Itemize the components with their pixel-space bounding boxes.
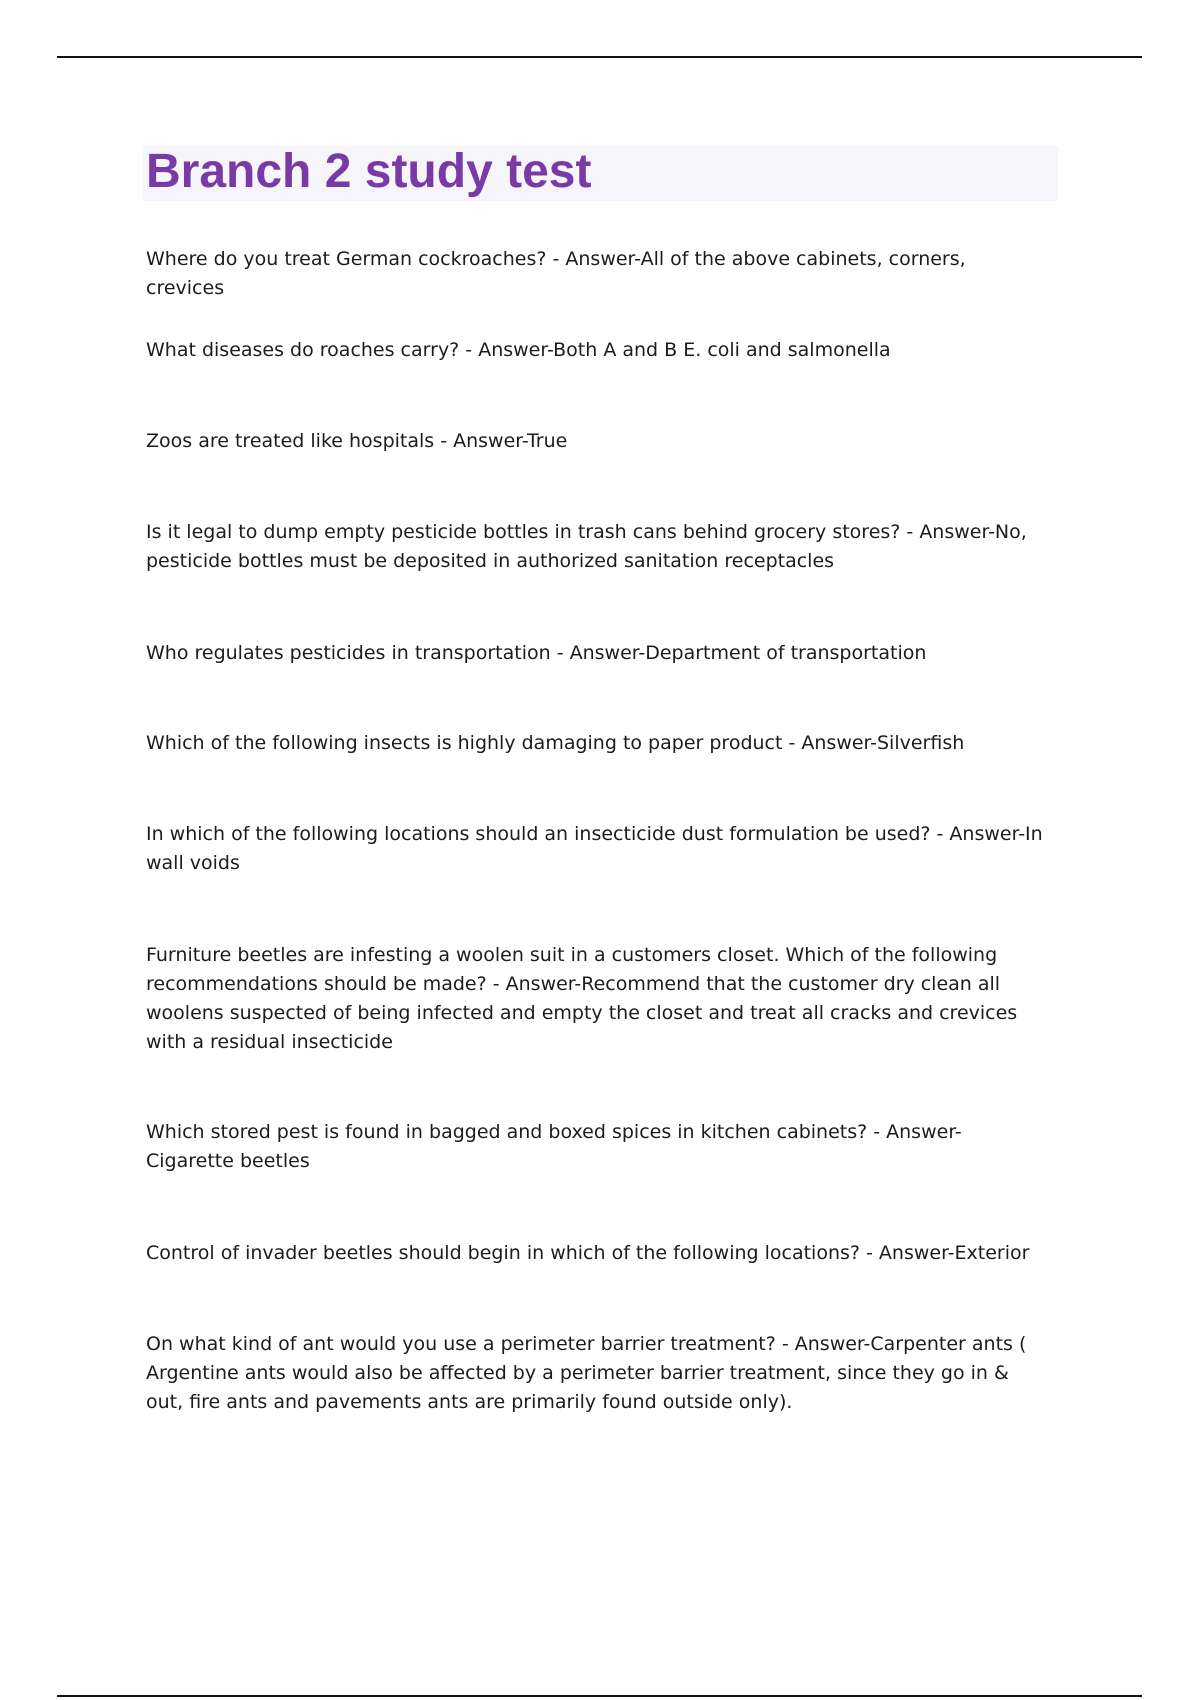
footer-rule xyxy=(57,1695,1142,1697)
qa-item: In which of the following locations should an insecticide dust formulation be used? - Answer-In wall voids xyxy=(146,823,1043,874)
qa-item: Is it legal to dump empty pesticide bottles in trash cans behind grocery stores? - Answer-No, pesticide bottles must be deposited in authorized sanitation receptacles xyxy=(146,521,1027,572)
qa-item: On what kind of ant would you use a perimeter barrier treatment? - Answer-Carpenter ants ( Argentine ants would also be affected by a perimeter barrier treatment, since they go in & out, fire ants and pavements ants are primarily found outside only). xyxy=(146,1333,1027,1413)
qa-item: Who regulates pesticides in transportation - Answer-Department of transportation xyxy=(146,642,927,664)
page-title: Branch 2 study test xyxy=(146,145,592,198)
qa-item: Which stored pest is found in bagged and boxed spices in kitchen cabinets? - Answer-Cigarette beetles xyxy=(146,1121,962,1172)
header-rule xyxy=(57,56,1142,58)
qa-item: Control of invader beetles should begin in which of the following locations? - Answer-Exterior xyxy=(146,1242,1030,1264)
qa-item: Furniture beetles are infesting a woolen suit in a customers closet. Which of the following recommendations should be made? - Answer-Recommend that the customer dry clean all woolens suspected of being infected and empty the closet and treat all cracks and crevices with a residual insecticide xyxy=(146,944,1018,1053)
qa-item: Zoos are treated like hospitals - Answer-True xyxy=(146,430,568,452)
qa-item: Where do you treat German cockroaches? - Answer-All of the above cabinets, corners, crevices xyxy=(146,248,966,299)
qa-item: Which of the following insects is highly damaging to paper product - Answer-Silverfish xyxy=(146,732,965,754)
qa-item: What diseases do roaches carry? - Answer-Both A and B E. coli and salmonella xyxy=(146,339,891,361)
